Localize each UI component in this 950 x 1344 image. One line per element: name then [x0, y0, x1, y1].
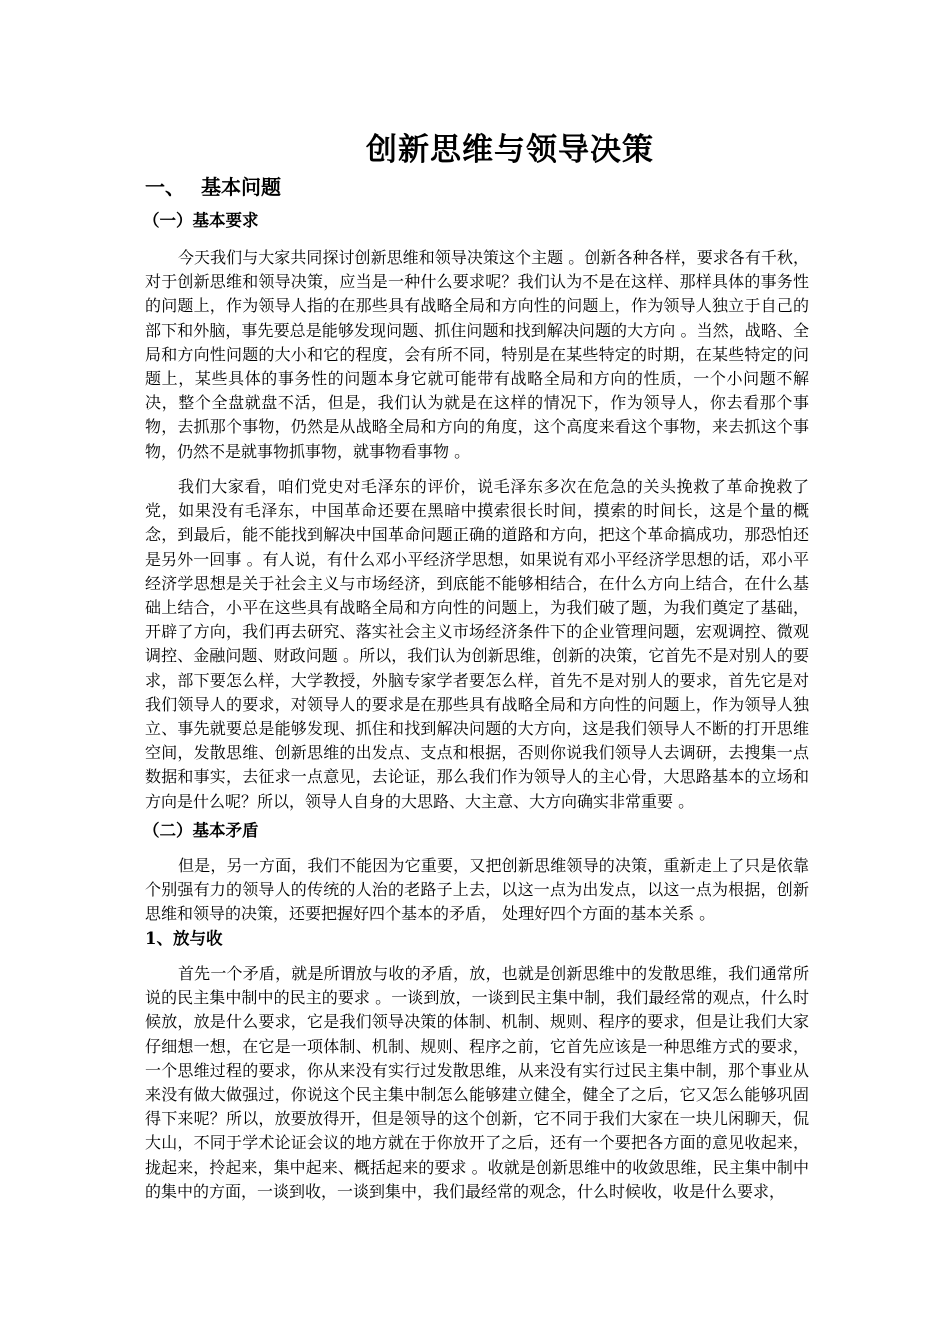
document-title: 创新思维与领导决策 — [366, 132, 654, 168]
subsection-heading-release-and-gather: 1、放与收 — [145, 929, 223, 948]
paragraph-requirements-1: 今天我们与大家共同探讨创新思维和领导决策这个主题 。创新各种各样，要求各有千秋，对于创新思维和领导决策，应当是一种什么要求呢？我们认为不是在这样、那样具体的事务性的问题上，作为领导人指的在那些具有战略全局和方向性的问题上，作为领导人独立于自己的部下和外脑，事先要总是能够发现问题、抓住问题和找到解决问题的大方向 。当然，战略、全局和方向性问题的大小和它的程度，会有所不同，特别是在某些特定的时期，在某些特定的问题上，某些具体的事务性的问题本身它就可能带有战略全局和方向的性质，一个小问题不解决，整个全盘就盘不活，但是，我们认为就是在这样的情况下，作为领导人，你去看那个事物，去抓那个事物，仍然是从战略全局和方向的角度，这个高度来看这个事物，来去抓这个事物，仍然不是就事物抓事物，就事物看事物 。 — [145, 248, 809, 461]
subsection-heading-basic-contradictions: （二）基本矛盾 — [143, 821, 259, 840]
section-number: 一、 — [145, 175, 185, 199]
section-heading-basic-issues — [145, 172, 281, 202]
paragraph-contradictions-1: 但是，另一方面，我们不能因为它重要，又把创新思维领导的决策，重新走上了只是依靠个别强有力的领导人的传统的人治的老路子上去，以这一点为出发点，以这一点为根据，创新思维和领导的决策，还要把握好四个基本的矛盾， 处理好四个方面的基本关系 。 — [145, 856, 809, 924]
paragraph-release-and-gather-1: 首先一个矛盾，就是所谓放与收的矛盾，放，也就是创新思维中的发散思维，我们通常所说的民主集中制中的民主的要求 。一谈到放，一谈到民主集中制，我们最经常的观点，什么时候放，放是什么要求，它是我们领导决策的体制、机制、规则、程序的要求，但是让我们大家仔细想一想，在它是一项体制、机制、规则、程序之前，它首先应该是一种思维方式的要求，一个思维过程的要求，你从来没有实行过发散思维，从来没有实行过民主集中制，那个事业从来没有做大做强过，你说这个民主集中制怎么能够建立健全，健全了之后，它又怎么能够巩固得下来呢？所以，放要放得开，但是领导的这个创新，它不同于我们大家在一块儿闲聊天，侃大山，不同于学术论证会议的地方就在于你放开了之后，还有一个要把各方面的意见收起来，拢起来，拎起来，集中起来、概括起来的要求 。收就是创新思维中的收敛思维，民主集中制中的集中的方面，一谈到收，一谈到集中，我们最经常的观念，什么时候收，收是什么要求， — [145, 964, 809, 1201]
subsection-heading-basic-requirements: （一）基本要求 — [143, 211, 259, 230]
section-heading-text: 基本问题 — [201, 175, 281, 199]
paragraph-requirements-2: 我们大家看，咱们党史对毛泽东的评价，说毛泽东多次在危急的关头挽救了革命挽救了党，如果没有毛泽东，中国革命还要在黑暗中摸索很长时间，摸索的时间长，这是个量的概念，到最后，能不能找到解决中国革命问题正确的道路和方向，把这个革命搞成功，那恐怕还是另外一回事 。有人说，有什么邓小平经济学思想，如果说有邓小平经济学思想的话，邓小平经济学思想是关于社会主义与市场经济，到底能不能够相结合，在什么方向上结合，在什么基础上结合，小平在这些具有战略全局和方向性的问题上，为我们破了题，为我们奠定了基础，开辟了方向，我们再去研究、落实社会主义市场经济条件下的企业管理问题，宏观调控、微观调控、金融问题、财政问题 。所以，我们认为创新思维，创新的决策，它首先不是对别人的要求，部下要怎么样，大学教授，外脑专家学者要怎么样，首先不是对别人的要求，首先它是对我们领导人的要求，对领导人的要求是在那些具有战略全局和方向性的问题上，作为领导人独立、事先就要总是能够发现、抓住和找到解决问题的大方向，这是我们领导人不断的打开思维空间，发散思维、创新思维的出发点、支点和根据，否则你说我们领导人去调研，去搜集一点数据和事实，去征求一点意见，去论证，那么我们作为领导人的主心骨，大思路基本的立场和方向是什么呢？所以，领导人自身的大思路、大主意、大方向确实非常重要 。 — [145, 477, 809, 811]
